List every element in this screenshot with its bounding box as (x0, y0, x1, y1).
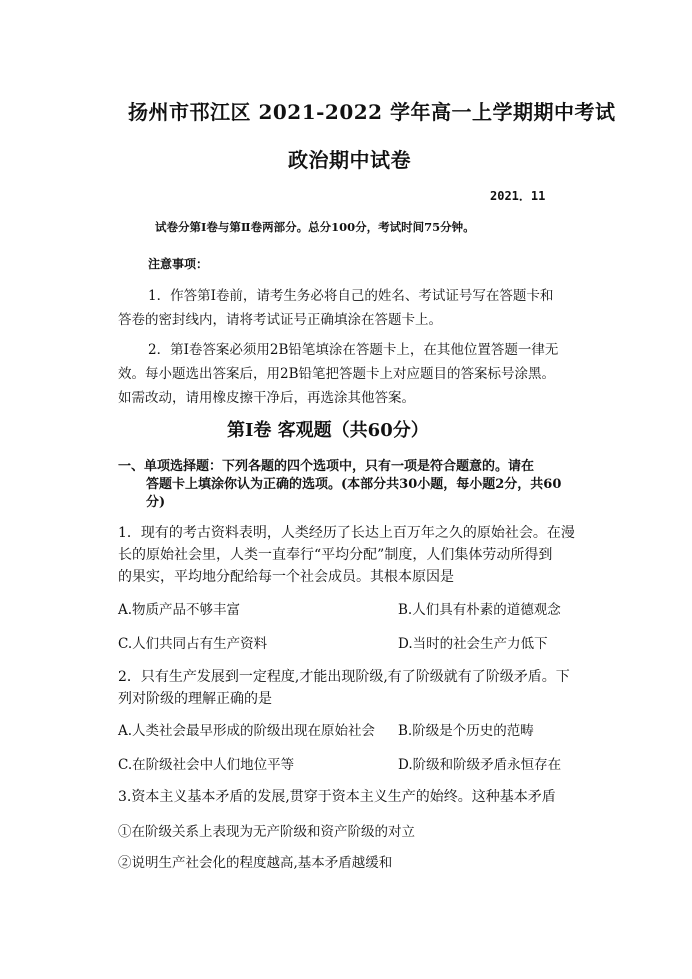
notice-2-line-1: 2．第Ⅰ卷答案必须用2B铅笔填涂在答题卡上，在其他位置答题一律无 (148, 342, 559, 358)
question-2-option-a: A.人类社会最早形成的阶级出现在原始社会 (118, 723, 376, 739)
exam-date: 2021．11 (490, 189, 546, 203)
part-heading-line-1: 一、单项选择题：下列各题的四个选项中，只有一项是符合题意的。请在 (118, 459, 535, 474)
question-1-option-d: D.当时的社会生产力低下 (398, 636, 548, 652)
question-1-line-2: 长的原始社会里，人类一直奉行“平均分配”制度，人们集体劳动所得到 (118, 547, 553, 563)
notice-2-line-3: 如需改动，请用橡皮擦干净后，再选涂其他答案。 (118, 390, 415, 406)
notice-1-line-2: 答卷的密封线内，请将考试证号正确填涂在答题卡上。 (118, 312, 442, 328)
question-3-item-2: ②说明生产社会化的程度越高,基本矛盾越缓和 (118, 855, 393, 871)
exam-title-line2: 政治期中试卷 (288, 148, 411, 172)
question-3-item-1: ①在阶级关系上表现为无产阶级和资产阶级的对立 (118, 824, 415, 840)
question-3-line-1: 3.资本主义基本矛盾的发展,贯穿于资本主义生产的始终。这种基本矛盾 (118, 789, 556, 805)
notice-2-line-2: 效。每小题选出答案后，用2B铅笔把答题卡上对应题目的答案标号涂黑。 (118, 366, 556, 382)
part-heading-line-3: 分) (146, 495, 166, 510)
notice-heading: 注意事项： (148, 257, 209, 271)
exam-intro: 试卷分第Ⅰ卷与第Ⅱ卷两部分。总分100分，考试时间75分钟。 (155, 220, 475, 234)
question-2-line-1: 2．只有生产发展到一定程度,才能出现阶级,有了阶级就有了阶级矛盾。下 (118, 669, 570, 685)
notice-1-line-1: 1．作答第Ⅰ卷前，请考生务必将自己的姓名、考试证号写在答题卡和 (148, 288, 554, 304)
question-1-option-a: A.物质产品不够丰富 (118, 602, 241, 618)
question-2-line-2: 列对阶级的理解正确的是 (118, 691, 272, 707)
question-1-option-c: C.人们共同占有生产资料 (118, 636, 268, 652)
question-2-option-d: D.阶级和阶级矛盾永恒存在 (398, 757, 562, 773)
section-title: 第Ⅰ卷 客观题（共60分） (227, 420, 429, 441)
exam-title-line1: 扬州市邗江区 2021-2022 学年高一上学期期中考试 (128, 100, 616, 124)
question-2-option-b: B.阶级是个历史的范畴 (398, 723, 534, 739)
question-1-option-b: B.人们具有朴素的道德观念 (398, 602, 561, 618)
part-heading-line-2: 答题卡上填涂你认为正确的选项。(本部分共30小题，每小题2分，共60 (146, 477, 562, 492)
question-1-line-1: 1．现有的考古资料表明，人类经历了长达上百万年之久的原始社会。在漫 (118, 525, 575, 541)
question-2-option-c: C.在阶级社会中人们地位平等 (118, 757, 295, 773)
question-1-line-3: 的果实，平均地分配给每一个社会成员。其根本原因是 (118, 569, 454, 585)
